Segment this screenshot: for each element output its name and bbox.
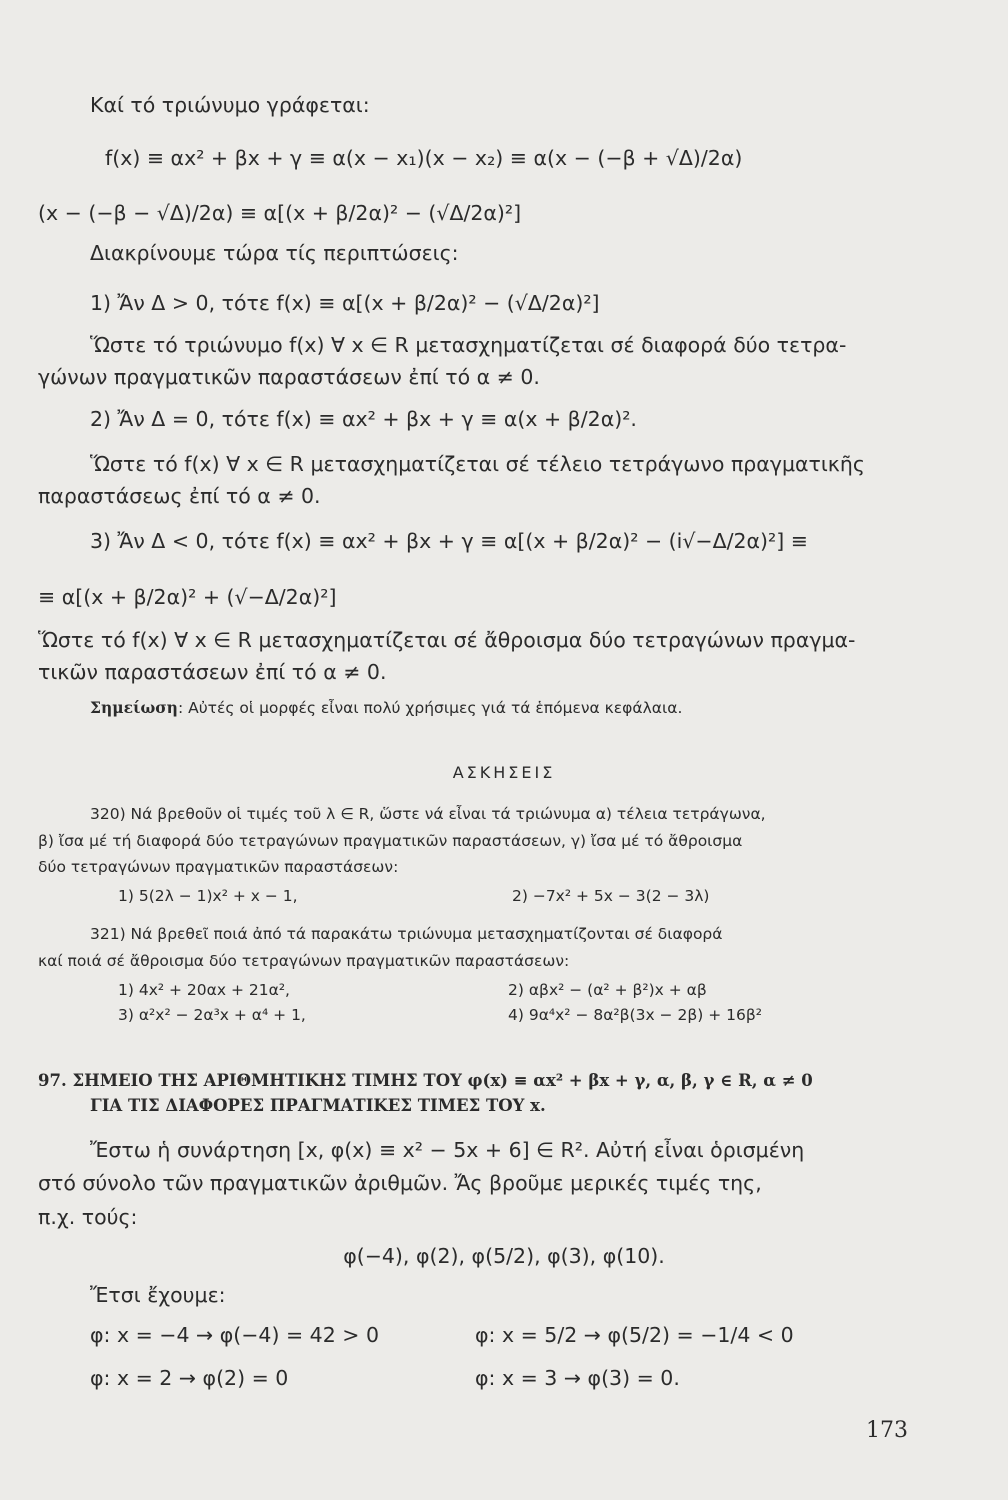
evaluation-2: φ: x = 5/2 → φ(5/2) = −1/4 < 0	[475, 1323, 794, 1347]
body-line-2: στό σύνολο τῶν πραγματικῶν ἀριθμῶν. Ἄς βροῦμε μερικές τιμές της,	[38, 1171, 762, 1195]
exercise-321-line-2: καί ποιά σέ ἄθροισμα δύο τετραγώνων πραγματικῶν παραστάσεων:	[38, 952, 570, 970]
note-text: : Αὐτές οἱ μορφές εἶναι πολύ χρήσιμες γιά τά ἑπόμενα κεφάλαια.	[177, 699, 683, 717]
exercise-321-line-1: 321) Νά βρεθεῖ ποιά ἀπό τά παρακάτω τριώνυμα μετασχηματίζονται σέ διαφορά	[90, 925, 723, 943]
case-3-formula: 3) Ἄν Δ < 0, τότε f(x) ≡ αx² + βx + γ ≡ α[(x + β/2α)² − (i√−Δ/2α)²] ≡	[90, 529, 808, 553]
formula-line-1: f(x) ≡ αx² + βx + γ ≡ α(x − x₁)(x − x₂) ≡ α(x − (−β + √Δ)/2α)	[105, 146, 743, 170]
case-3-note-line-1: Ὥστε τό f(x) ∀ x ∈ R μετασχηματίζεται σέ ἄθροισμα δύο τετραγώνων πραγμα-	[38, 628, 856, 652]
exercise-321-item-3: 3) α²x² − 2α³x + α⁴ + 1,	[118, 1006, 306, 1024]
thus-text: Ἔτσι ἔχουμε:	[90, 1283, 226, 1307]
exercise-320-line-1: 320) Νά βρεθοῦν οἱ τιμές τοῦ λ ∈ R, ὥστε νά εἶναι τά τριώνυμα α) τέλεια τετράγωνα,	[90, 805, 766, 823]
evaluation-3: φ: x = 2 → φ(2) = 0	[90, 1366, 289, 1390]
body-line-3: π.χ. τούς:	[38, 1205, 138, 1229]
exercise-320-line-3: δύο τετραγώνων πραγματικῶν παραστάσεων:	[38, 858, 399, 876]
case-2-note-line-1: Ὥστε τό f(x) ∀ x ∈ R μετασχηματίζεται σέ τέλειο τετράγωνο πραγματικῆς	[90, 452, 865, 476]
case-3-formula-cont: ≡ α[(x + β/2α)² + (√−Δ/2α)²]	[38, 585, 337, 609]
exercises-title: ΑΣΚΗΣΕΙΣ	[452, 763, 556, 782]
note-label: Σημείωση	[90, 698, 178, 717]
case-3-note-line-2: τικῶν παραστάσεων ἐπί τό α ≠ 0.	[38, 660, 387, 684]
exercise-321-item-1: 1) 4x² + 20αx + 21α²,	[118, 981, 290, 999]
evaluation-4: φ: x = 3 → φ(3) = 0.	[475, 1366, 680, 1390]
evaluation-1: φ: x = −4 → φ(−4) = 42 > 0	[90, 1323, 380, 1347]
case-2-note-line-2: παραστάσεως ἐπί τό α ≠ 0.	[38, 484, 321, 508]
exercise-320-line-2: β) ἴσα μέ τή διαφορά δύο τετραγώνων πραγματικῶν παραστάσεων, γ) ἴσα μέ τό ἄθροισμα	[38, 832, 743, 850]
case-1-formula: 1) Ἄν Δ > 0, τότε f(x) ≡ α[(x + β/2α)² − (√Δ/2α)²]	[90, 291, 600, 315]
intro-text: Καί τό τριώνυμο γράφεται:	[90, 93, 370, 117]
page-number: 173	[866, 1418, 908, 1443]
case-1-note-line-2: γώνων πραγματικῶν παραστάσεων ἐπί τό α ≠ 0.	[38, 365, 540, 389]
cases-intro: Διακρίνουμε τώρα τίς περιπτώσεις:	[90, 241, 459, 265]
section-heading-line-2: ΓΙΑ ΤΙΣ ΔΙΑΦΟΡΕΣ ΠΡΑΓΜΑΤΙΚΕΣ ΤΙΜΕΣ ΤΟΥ x.	[90, 1096, 546, 1115]
case-1-note-line-1: Ὥστε τό τριώνυμο f(x) ∀ x ∈ R μετασχηματίζεται σέ διαφορά δύο τετρα-	[90, 333, 847, 357]
formula-line-2: (x − (−β − √Δ)/2α) ≡ α[(x + β/2α)² − (√Δ/2α)²]	[38, 201, 522, 225]
values-list: φ(−4), φ(2), φ(5/2), φ(3), φ(10).	[343, 1244, 665, 1268]
body-line-1: Ἔστω ἡ συνάρτηση [x, φ(x) ≡ x² − 5x + 6] ∈ R². Αὐτή εἶναι ὁρισμένη	[90, 1138, 805, 1162]
exercise-320-item-2: 2) −7x² + 5x − 3(2 − 3λ)	[512, 887, 710, 905]
exercise-321-item-2: 2) αβx² − (α² + β²)x + αβ	[508, 981, 707, 999]
section-heading-line-1: 97. ΣΗΜΕΙΟ ΤΗΣ ΑΡΙΘΜΗΤΙΚΗΣ ΤΙΜΗΣ ΤΟΥ φ(x) ≡ αx² + βx + γ, α, β, γ ∈ R, α ≠ 0	[38, 1071, 813, 1090]
exercise-320-item-1: 1) 5(2λ − 1)x² + x − 1,	[118, 887, 298, 905]
note	[90, 697, 682, 719]
exercise-321-item-4: 4) 9α⁴x² − 8α²β(3x − 2β) + 16β²	[508, 1006, 762, 1024]
case-2-formula: 2) Ἄν Δ = 0, τότε f(x) ≡ αx² + βx + γ ≡ α(x + β/2α)².	[90, 407, 637, 431]
